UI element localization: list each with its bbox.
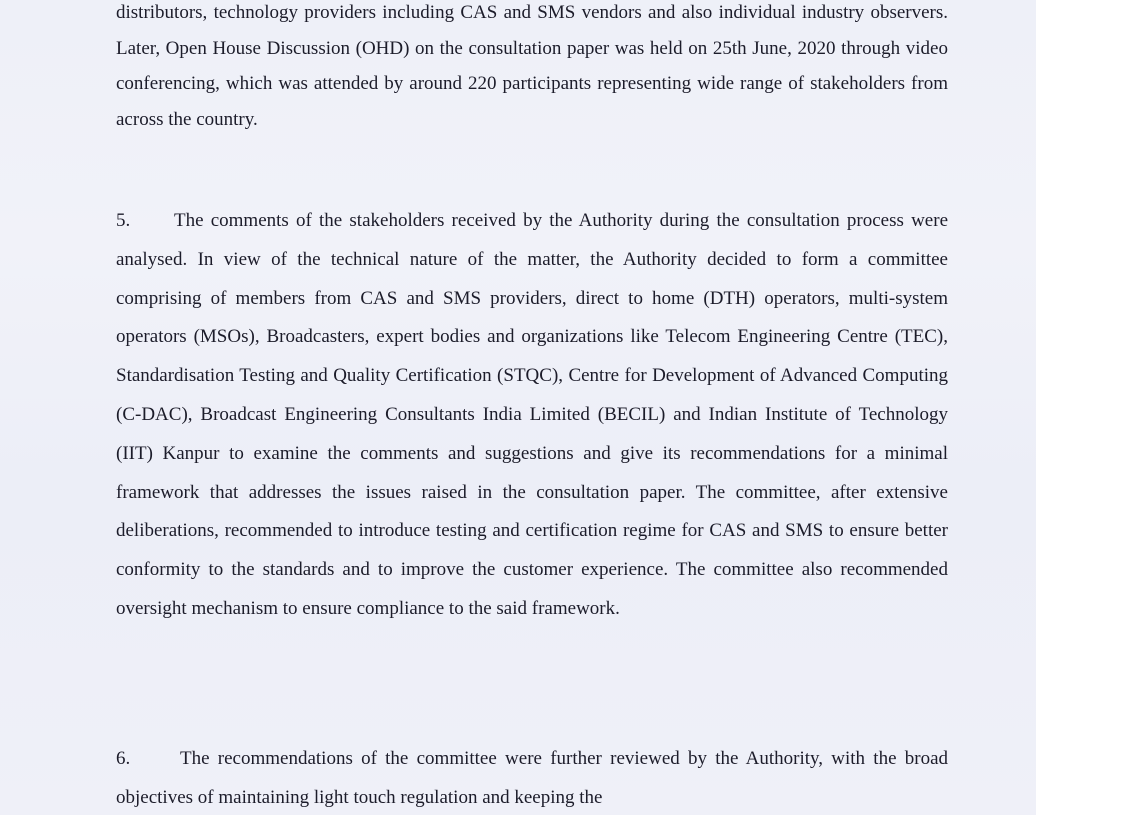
paragraph-6 bbox=[116, 740, 948, 815]
paragraph-5-number: 5. bbox=[116, 210, 131, 231]
paragraph-6-text: The recommendations of the committee were further reviewed by the Authority, with the broad objectives of maintaining light touch regulation and keeping the bbox=[116, 748, 948, 808]
paragraph-5 bbox=[116, 202, 948, 629]
paragraph-4-continuation: distributors, technology providers including CAS and SMS vendors and also individual industry observers. Later, Open House Discussion (OHD) on the consultation paper was held on 25th June, 2020 through video conferencing, which was attended by around 220 participants representing wide range of stakeholders from across the country. bbox=[116, 2, 948, 130]
page-right-margin bbox=[1036, 0, 1140, 815]
paragraph-5-text: The comments of the stakeholders received by the Authority during the consultation process were analysed. In view of the technical nature of the matter, the Authority decided to form a committee comprising of members from CAS and SMS providers, direct to home (DTH) operators, multi-system operators (MSOs), Broadcasters, expert bodies and organizations like Telecom Engineering Centre (TEC), Standardisation Testing and Quality Certification (STQC), Centre for Development of Advanced Computing (C-DAC), Broadcast Engineering Consultants India Limited (BECIL) and Indian Institute of Technology (IIT) Kanpur to examine the comments and suggestions and give its recommendations for a minimal framework that addresses the issues raised in the consultation paper. The committee, after extensive deliberations, recommended to introduce testing and certification regime for CAS and SMS to ensure better conformity to the standards and to improve the customer experience. The committee also recommended oversight mechanism to ensure compliance to the said framework. bbox=[116, 210, 948, 619]
paragraph-6-number: 6. bbox=[116, 748, 131, 769]
